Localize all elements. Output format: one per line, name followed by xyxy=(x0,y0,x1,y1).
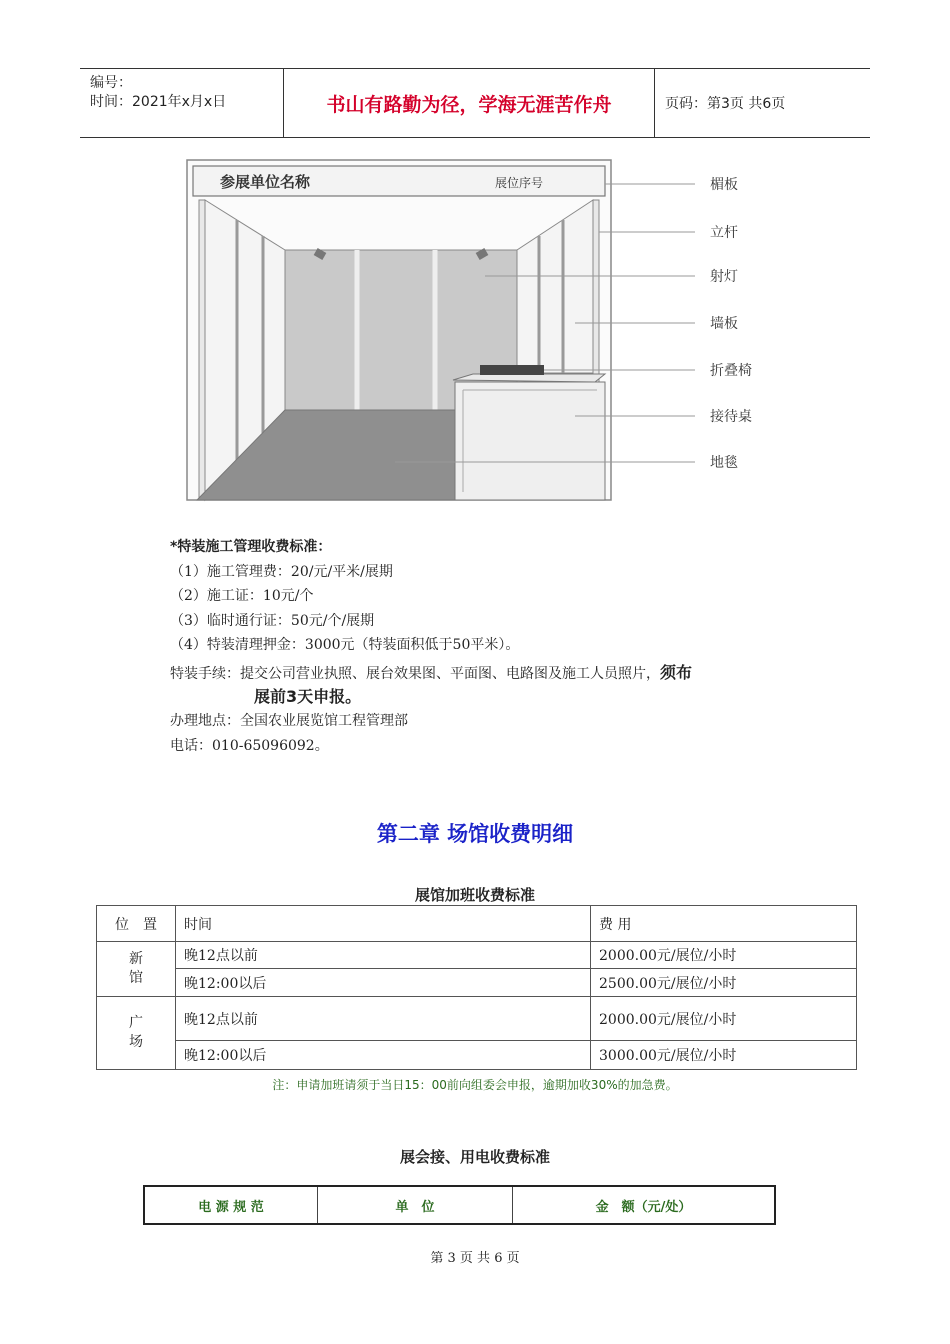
power-table-title: 展会接、用电收费标准 xyxy=(399,1148,550,1166)
callout-pole: 立杆 xyxy=(710,225,738,241)
callout-desk: 接待桌 xyxy=(710,409,752,425)
motto: 书山有路勤为径，学海无涯苦作舟 xyxy=(284,69,655,137)
fee-cell: 2500.00元/展位/小时 xyxy=(591,969,857,997)
header-fee: 费 用 xyxy=(591,906,857,942)
page-info: 页码：第3页 共6页 xyxy=(665,96,786,112)
time-cell: 晚12点以前 xyxy=(176,942,591,969)
header-location: 位 置 xyxy=(97,906,176,942)
fascia-company-text: 参展单位名称 xyxy=(220,173,311,191)
power-fee-table xyxy=(143,1185,776,1225)
procedure-text: 特装手续：提交公司营业执照、展台效果图、平面图、电路图及施工人员照片， xyxy=(170,666,660,682)
folding-chair xyxy=(480,365,544,375)
time-cell: 晚12点以前 xyxy=(176,997,591,1041)
header-amount: 金 额（元/处） xyxy=(513,1186,776,1224)
special-fee-item: （3）临时通行证：50元/个/展期 xyxy=(170,613,375,629)
chapter-title: 第二章 场馆收费明细 xyxy=(376,822,574,846)
location-cell: 新馆 xyxy=(97,942,176,997)
procedure-emphasis-cont: 展前3天申报。 xyxy=(254,687,362,706)
time-cell: 晚12:00以后 xyxy=(176,969,591,997)
callout-fascia: 楣板 xyxy=(710,177,738,193)
document-header xyxy=(80,68,870,138)
time-cell: 晚12:00以后 xyxy=(176,1041,591,1070)
overtime-note: 注：申请加班请须于当日15：00前向组委会申报，逾期加收30%的加急费。 xyxy=(272,1078,678,1092)
table-header-row xyxy=(97,906,857,942)
table-row xyxy=(97,969,857,997)
special-fee-item: （1）施工管理费：20/元/平米/展期 xyxy=(170,564,393,580)
special-procedure xyxy=(170,660,692,683)
overtime-fee-table xyxy=(96,905,857,1070)
overtime-table-title: 展馆加班收费标准 xyxy=(414,886,535,904)
reception-desk xyxy=(455,382,605,500)
page-footer: 第 3 页 共 6 页 xyxy=(430,1251,520,1266)
special-fee-title: *特装施工管理收费标准： xyxy=(170,539,332,555)
contact-phone: 电话：010-65096092。 xyxy=(170,738,329,754)
time-label: 时间：2021年x月x日 xyxy=(90,94,227,110)
fee-cell: 2000.00元/展位/小时 xyxy=(591,997,857,1041)
fee-cell: 3000.00元/展位/小时 xyxy=(591,1041,857,1070)
office-location: 办理地点：全国农业展览馆工程管理部 xyxy=(170,713,408,729)
callout-spotlight: 射灯 xyxy=(710,269,738,285)
number-label: 编号： xyxy=(90,75,132,91)
pole-left xyxy=(199,200,205,500)
fascia-number-text: 展位序号 xyxy=(495,176,544,190)
table-header-row xyxy=(144,1186,775,1224)
table-row xyxy=(97,997,857,1041)
callout-chair: 折叠椅 xyxy=(710,363,752,379)
special-fee-item: （2）施工证：10元/个 xyxy=(170,588,314,604)
header-time: 时间 xyxy=(176,906,591,942)
callout-carpet: 地毯 xyxy=(710,455,738,471)
header-power-spec: 电 源 规 范 xyxy=(144,1186,318,1224)
table-row xyxy=(97,1041,857,1070)
header-left-cell xyxy=(80,69,284,137)
header-unit: 单 位 xyxy=(318,1186,513,1224)
callout-wall: 墙板 xyxy=(710,316,738,332)
table-row xyxy=(97,942,857,969)
fee-cell: 2000.00元/展位/小时 xyxy=(591,942,857,969)
special-fee-item: （4）特装清理押金：3000元（特装面积低于50平米）。 xyxy=(170,637,520,653)
location-cell: 广场 xyxy=(97,997,176,1070)
procedure-emphasis: 须布 xyxy=(660,663,693,682)
booth-diagram xyxy=(185,158,765,508)
